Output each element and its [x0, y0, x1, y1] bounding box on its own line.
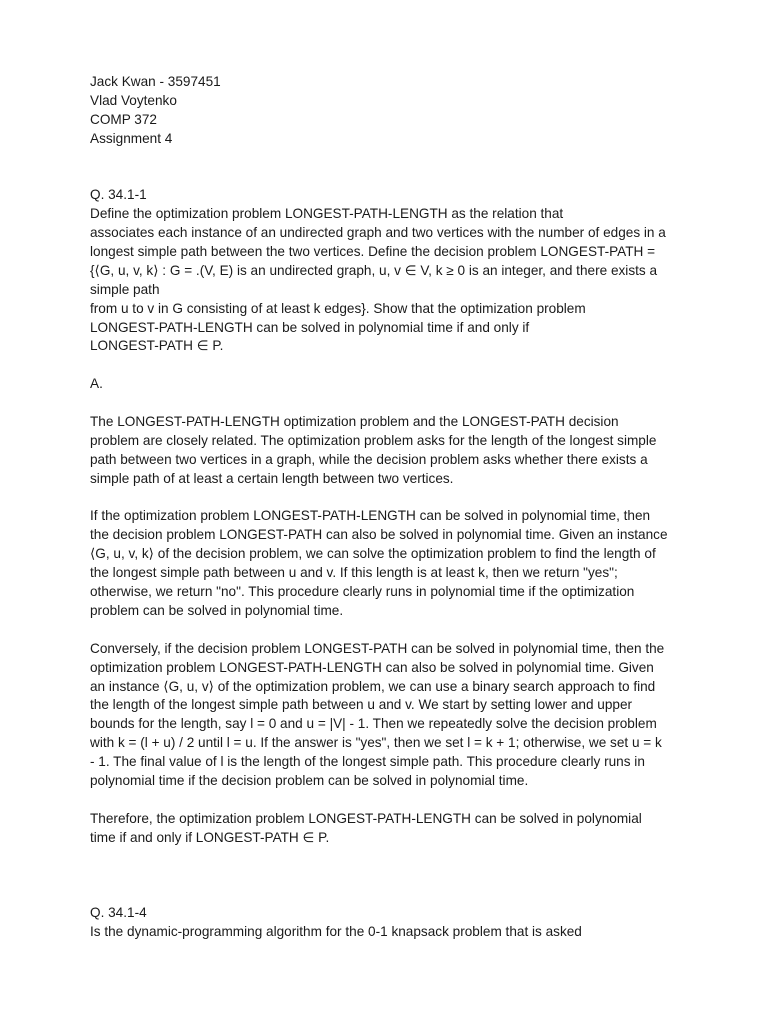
question-1 [90, 186, 690, 356]
paragraph-line: optimization problem LONGEST-PATH-LENGTH can also be solved in polynomial time. Given [90, 659, 654, 675]
question-1-text-line: LONGEST-PATH-LENGTH can be solved in polynomial time if and only if [90, 319, 530, 335]
paragraph-line: - 1. The final value of l is the length of the longest simple path. This procedure clearly runs in [90, 754, 645, 770]
question-2 [90, 904, 690, 942]
answer-1 [90, 375, 690, 847]
paragraph-line: simple path of at least a certain length between two vertices. [90, 470, 454, 486]
paragraph-line: with k = (l + u) / 2 until l = u. If the answer is "yes", then we set l = k + 1; otherwise, we set u = k [90, 735, 662, 751]
answer-paragraph-1 [90, 413, 690, 489]
header-block [90, 73, 690, 149]
paragraph-line: otherwise, we return "no". This procedure clearly runs in polynomial time if the optimization [90, 584, 635, 600]
question-1-text-line: longest simple path between the two vertices. Define the decision problem LONGEST-PATH = [90, 244, 656, 260]
question-1-label: Q. 34.1-1 [90, 187, 147, 203]
assignment-line: Assignment 4 [90, 130, 173, 146]
paragraph-line: the longest simple path between u and v. If this length is at least k, then we return "yes"; [90, 565, 618, 581]
question-1-text-line: from u to v in G consisting of at least k edges}. Show that the optimization problem [90, 300, 586, 316]
paragraph-line: bounds for the length, say l = 0 and u = |V| - 1. Then we repeatedly solve the decision problem [90, 716, 657, 732]
paragraph-line: problem are closely related. The optimization problem asks for the length of the longest simple [90, 432, 657, 448]
paragraph-line: the decision problem LONGEST-PATH can also be solved in polynomial time. Given an instance [90, 527, 668, 543]
partner-line: Vlad Voytenko [90, 92, 177, 108]
paragraph-line: The LONGEST-PATH-LENGTH optimization problem and the LONGEST-PATH decision [90, 414, 619, 430]
question-1-text-line: associates each instance of an undirected graph and two vertices with the number of edges in a [90, 225, 666, 241]
answer-paragraph-2 [90, 507, 690, 620]
paragraph-line: the length of the longest simple path between u and v. We start by setting lower and upper [90, 697, 633, 713]
paragraph-line: Therefore, the optimization problem LONGEST-PATH-LENGTH can be solved in polynomial [90, 810, 642, 826]
question-1-text-line: LONGEST-PATH ∈ P. [90, 338, 224, 354]
document-page [90, 73, 690, 942]
paragraph-line: problem can be solved in polynomial time. [90, 602, 344, 618]
paragraph-line: Conversely, if the decision problem LONGEST-PATH can be solved in polynomial time, then the [90, 640, 665, 656]
question-2-text-line: Is the dynamic-programming algorithm for the 0-1 knapsack problem that is asked [90, 924, 582, 940]
question-1-text-line: simple path [90, 281, 160, 297]
paragraph-line: polynomial time if the decision problem can be solved in polynomial time. [90, 772, 529, 788]
paragraph-line: an instance ⟨G, u, v⟩ of the optimization problem, we can use a binary search approach to find [90, 678, 656, 694]
question-2-label: Q. 34.1-4 [90, 905, 147, 921]
course-line: COMP 372 [90, 111, 157, 127]
author-line: Jack Kwan - 3597451 [90, 74, 221, 89]
paragraph-line: time if and only if LONGEST-PATH ∈ P. [90, 829, 330, 845]
paragraph-line: ⟨G, u, v, k⟩ of the decision problem, we can solve the optimization problem to find the length of [90, 546, 656, 562]
answer-paragraph-4 [90, 810, 690, 848]
paragraph-line: path between two vertices in a graph, while the decision problem asks whether there exists a [90, 451, 648, 467]
answer-label: A. [90, 376, 103, 392]
answer-paragraph-3 [90, 640, 690, 791]
question-1-text-line: Define the optimization problem LONGEST-PATH-LENGTH as the relation that [90, 206, 564, 222]
question-1-text-line: {⟨G, u, v, k⟩ : G = .(V, E) is an undirected graph, u, v ∈ V, k ≥ 0 is an integer, and there exists a [90, 262, 658, 278]
paragraph-line: If the optimization problem LONGEST-PATH-LENGTH can be solved in polynomial time, then [90, 508, 651, 524]
